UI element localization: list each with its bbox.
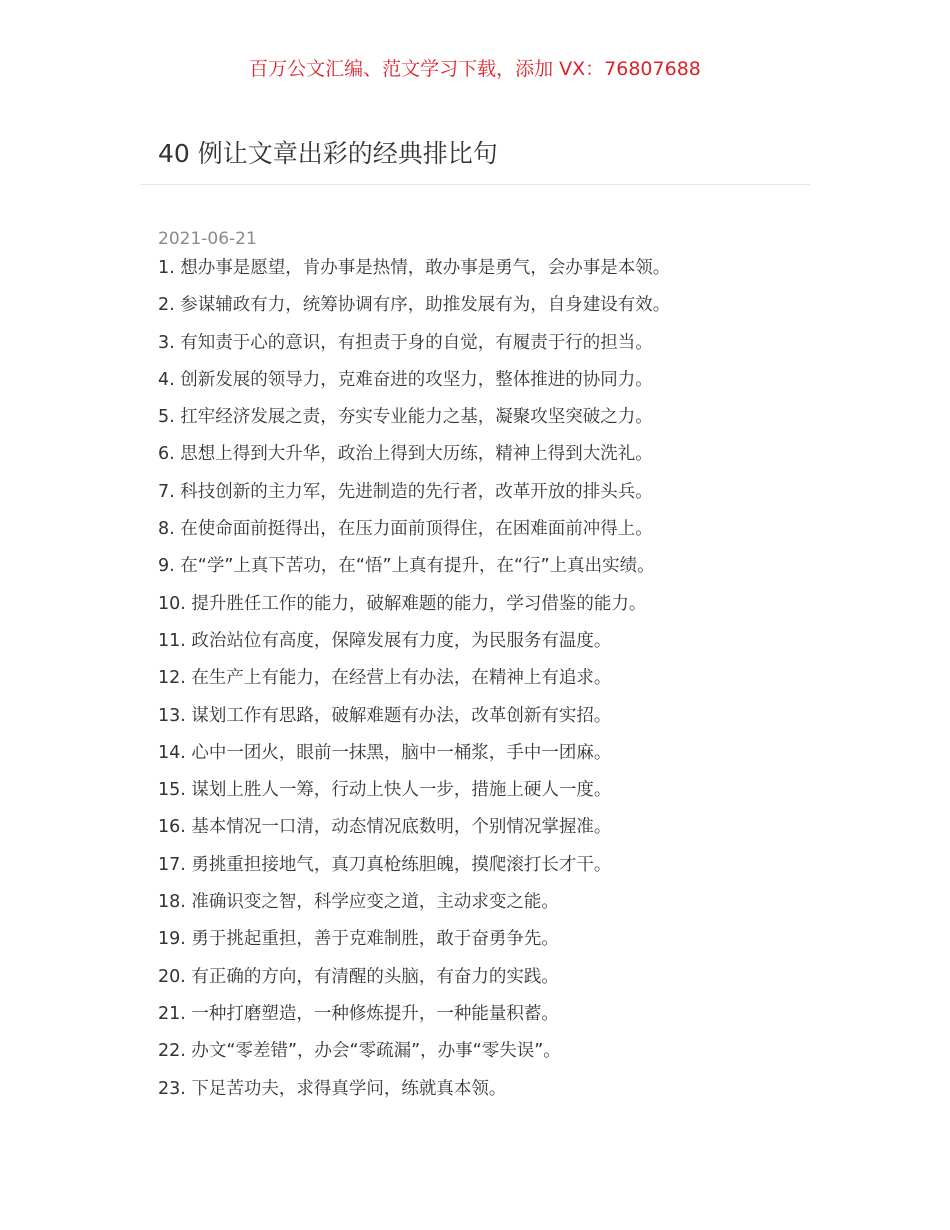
list-item: 6. 思想上得到大升华，政治上得到大历练，精神上得到大洗礼。 [158,444,653,465]
list-item: 19. 勇于挑起重担，善于克难制胜，敢于奋勇争先。 [158,929,559,950]
list-item: 18. 准确识变之智，科学应变之道，主动求变之能。 [158,892,559,913]
title-divider [140,184,810,185]
list-item: 5. 扛牢经济发展之责，夯实专业能力之基，凝聚攻坚突破之力。 [158,407,653,428]
list-item: 23. 下足苦功夫，求得真学问，练就真本领。 [158,1078,507,1099]
list-item: 17. 勇挑重担接地气，真刀真枪练胆魄，摸爬滚打长才干。 [158,854,612,875]
list-item: 13. 谋划工作有思路，破解难题有办法，改革创新有实招。 [158,705,612,726]
list-item: 16. 基本情况一口清，动态情况底数明，个别情况掌握准。 [158,817,612,838]
list-item: 9. 在“学”上真下苦功，在“悟”上真有提升，在“行”上真出实绩。 [158,556,655,577]
list-item: 12. 在生产上有能力，在经营上有办法，在精神上有追求。 [158,668,612,689]
list-item: 14. 心中一团火，眼前一抹黑，脑中一桶浆，手中一团麻。 [158,742,612,763]
list-item: 4. 创新发展的领导力，克难奋进的攻坚力，整体推进的协同力。 [158,369,653,390]
list-item: 11. 政治站位有高度，保障发展有力度，为民服务有温度。 [158,630,612,651]
sentence-list [158,255,798,1113]
list-item: 20. 有正确的方向，有清醒的头脑，有奋力的实践。 [158,966,559,987]
list-item: 7. 科技创新的主力军，先进制造的先行者，改革开放的排头兵。 [158,481,653,502]
list-item: 8. 在使命面前挺得出，在压力面前顶得住，在困难面前冲得上。 [158,519,653,540]
list-item: 21. 一种打磨塑造，一种修炼提升，一种能量积蓄。 [158,1003,559,1024]
promo-banner: 百万公文汇编、范文学习下载，添加 VX：76807688 [249,58,701,80]
list-item: 10. 提升胜任工作的能力，破解难题的能力，学习借鉴的能力。 [158,593,647,614]
article-title: 40 例让文章出彩的经典排比句 [158,139,498,168]
list-item: 22. 办文“零差错”，办会“零疏漏”，办事“零失误”。 [158,1041,561,1062]
list-item: 3. 有知责于心的意识，有担责于身的自觉，有履责于行的担当。 [158,332,653,353]
list-item: 1. 想办事是愿望，肯办事是热情，敢办事是勇气，会办事是本领。 [158,258,671,278]
publish-date: 2021-06-21 [158,229,257,249]
list-item: 15. 谋划上胜人一筹，行动上快人一步，措施上硬人一度。 [158,780,612,801]
list-item: 2. 参谋辅政有力，统筹协调有序，助推发展有为，自身建设有效。 [158,295,671,316]
